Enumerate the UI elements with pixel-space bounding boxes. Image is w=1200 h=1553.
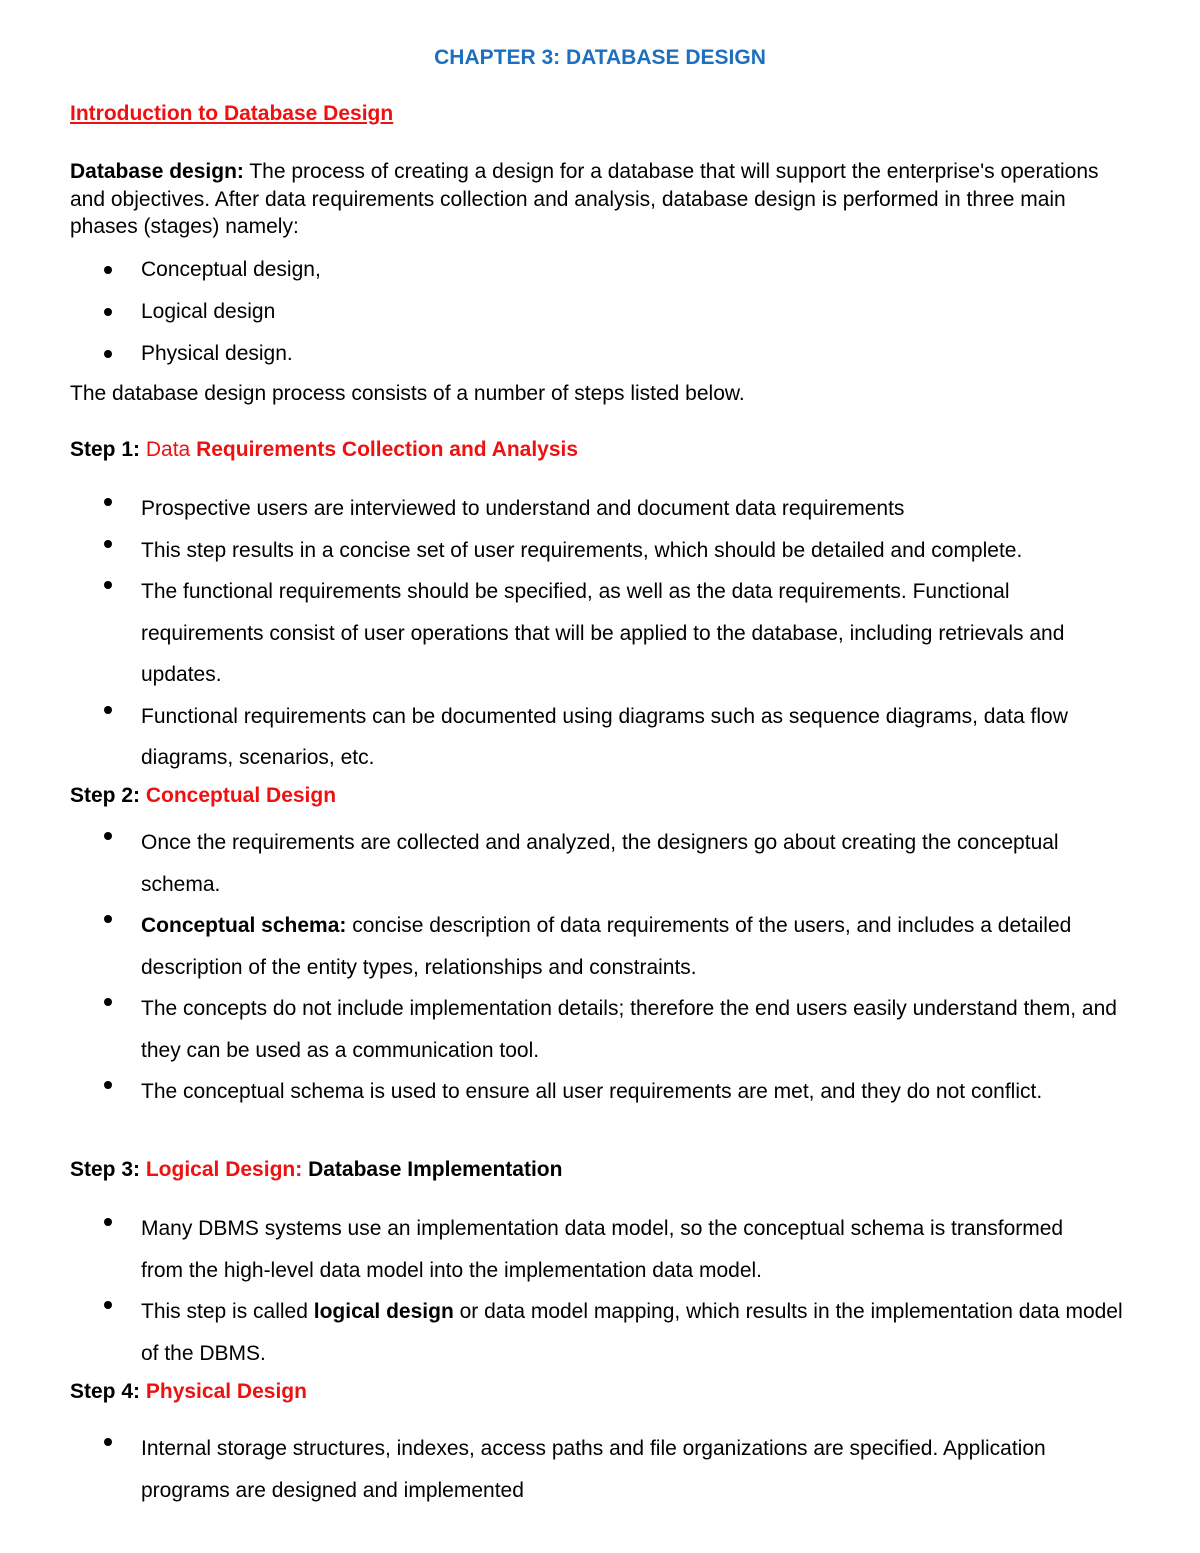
steps-intro: The database design process consists of a number of steps listed below.: [70, 382, 745, 405]
bullet-icon: [104, 988, 112, 1006]
bullet-icon: [104, 696, 112, 714]
list-item: Once the requirements are collected and analyzed, the designers go about creating the conceptual schema.: [70, 822, 1130, 905]
bullet-icon: [104, 1208, 112, 1226]
list-item: This step is called logical design or data model mapping, which results in the implementation data model of the DBMS.: [70, 1291, 1130, 1374]
step3-list: [70, 1208, 1130, 1374]
list-item: Prospective users are interviewed to understand and document data requirements: [70, 488, 1130, 530]
intro-paragraph: [70, 158, 1130, 241]
step2-list: [70, 822, 1130, 1113]
step4-heading: Step 4: Physical Design: [70, 1380, 307, 1403]
bullet-icon: [104, 256, 112, 274]
bullet-icon: [104, 340, 112, 358]
phases-list: [70, 256, 1130, 382]
intro-term: Database design:: [70, 160, 244, 183]
list-item: Physical design.: [70, 340, 1130, 382]
step4-list: [70, 1428, 1130, 1511]
bullet-icon: [104, 488, 112, 506]
step1-heading: Step 1: Data Requirements Collection and Analysis: [70, 438, 579, 461]
list-item: Internal storage structures, indexes, access paths and file organizations are specified. Application programs are designed and implemented: [70, 1428, 1130, 1511]
bullet-icon: [104, 1428, 112, 1446]
list-item: The concepts do not include implementation details; therefore the end users easily understand them, and they can be used as a communication tool.: [70, 988, 1130, 1071]
list-item: Logical design: [70, 298, 1130, 340]
list-item: Conceptual design,: [70, 256, 1130, 298]
bullet-icon: [104, 571, 112, 589]
list-item: Functional requirements can be documented using diagrams such as sequence diagrams, data flow diagrams, scenarios, etc.: [70, 696, 1130, 779]
section-title: Introduction to Database Design: [70, 102, 394, 125]
list-item: This step results in a concise set of user requirements, which should be detailed and complete.: [70, 530, 1130, 572]
step2-heading: Step 2: Conceptual Design: [70, 784, 337, 807]
chapter-title: CHAPTER 3: DATABASE DESIGN: [434, 46, 766, 69]
step3-heading: Step 3: Logical Design: Database Implementation: [70, 1158, 563, 1181]
bullet-icon: [104, 822, 112, 840]
list-item: Many DBMS systems use an implementation data model, so the conceptual schema is transformed from the high-level data model into the implementation data model.: [70, 1208, 1130, 1291]
list-item: The functional requirements should be specified, as well as the data requirements. Functional requirements consist of user operations that will be applied to the database, including retrievals and updates.: [70, 571, 1130, 696]
intro-text: The process of creating a design for a database that will support the enterprise's operations and objectives. After data requirements collection and analysis, database design is performed in three main phases (stages) namely:: [70, 160, 1099, 238]
list-item: The conceptual schema is used to ensure all user requirements are met, and they do not conflict.: [70, 1071, 1130, 1113]
step1-list: [70, 488, 1130, 779]
bullet-icon: [104, 1071, 112, 1089]
bullet-icon: [104, 530, 112, 548]
bullet-icon: [104, 905, 112, 923]
bullet-icon: [104, 1291, 112, 1309]
list-item: Conceptual schema: concise description of data requirements of the users, and includes a detailed description of the entity types, relationships and constraints.: [70, 905, 1130, 988]
bullet-icon: [104, 298, 112, 316]
